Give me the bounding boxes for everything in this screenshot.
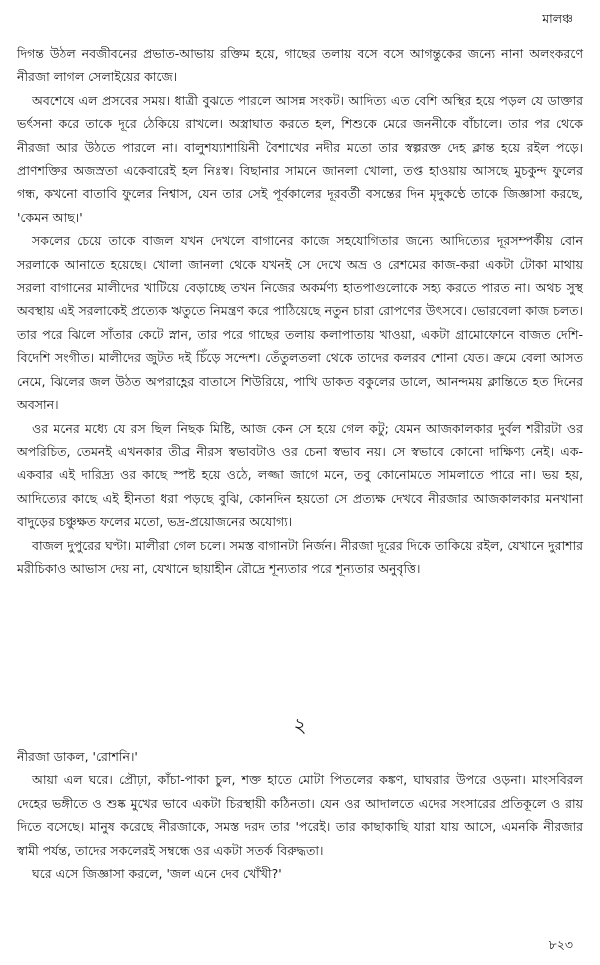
running-title: মালঞ্চ — [542, 11, 573, 26]
paragraph: ওর মনের মধ্যে যে রস ছিল নিছক মিষ্টি, আজ কেন সে হয়ে গেল কটু; যেমন আজকালকার দুর্বল শরীরটা ওর অপরিচিত, তেমনই এখনকার তীব্র নীরস স্বভাবটাও ওর চেনা স্বভাব নয়। সে স্বভাবে কোনো দাক্ষিণ্য নেই। এক-একবার এই দারিদ্র্য ওর কাছে স্পষ্ট হয়ে ওঠে, লজ্জা জাগে মনে, তবু কোনোমতে সামলাতে পারে না। ভয় হয়, আদিত্যের কাছে এই হীনতা ধরা পড়ছে বুঝি, কোনদিন হয়তো সে প্রত্যক্ষ দেখবে নীরজার আজকালকার মনখানা বাদুড়ের চঞ্চুক্ষত ফলের মতো, ভদ্র-প্রয়োজনের অযোগ্য। — [17, 420, 583, 530]
paragraph: নীরজা ডাকল, 'রোশনি।' — [17, 749, 138, 764]
paragraph: ঘরে এসে জিজ্ঞাসা করলে, 'জল এনে দেব খোঁখী?' — [32, 866, 282, 882]
chapter-number: ২ — [293, 713, 307, 737]
paragraph: আয়া এল ঘরে। প্রৌঢ়া, কাঁচা-পাকা চুল, শক্ত হাতে মোটা পিতলের কঙ্কণ, ঘাঘরার উপরে ওড়না। মাংসবিরল দেহের ভঙ্গীতে ও শুষ্ক মুখের ভাবে একটা চিরস্থায়ী কঠিনতা। যেন ওর আদালতে এদের সংসারের প্রতিকূলে ও রায় দিতে বসেছে। মানুষ করেছে নীরজাকে, সমস্ত দরদ তার 'পরেই। তার কাছাকাছি যারা যায় আসে, এমনকি নীরজার স্বামী পর্যন্ত, তাদের সকলেরই সম্বন্ধে ওর একটা সতর্ক বিরুদ্ধতা। — [17, 772, 583, 858]
page-number: ৮২৩ — [548, 937, 573, 952]
paragraph: দিগন্ত উঠল নবজীবনের প্রভাত-আভায় রক্তিম হয়ে, গাছের তলায় বসে বসে আগন্তুকের জন্যে নানা অলংকরণে নীরজা লাগল সেলাইয়ের কাজে। — [17, 46, 583, 85]
paragraph: সকলের চেয়ে তাকে বাজল যখন দেখলে বাগানের কাজে সহযোগিতার জন্যে আদিত্যের দূরসম্পর্কীয় বোন সরলাকে আনাতে হয়েছে। খোলা জানলা থেকে যখনই সে দেখে অভ্র ও রেশমের কাজ-করা একটা টোকা মাথায় সরলা বাগানের মালীদের খাটিয়ে বেড়াচ্ছে তখন নিজের অকর্মণ্য হাতপাগুলোকে সহ্য করতে পারত না। অথচ সুস্থ অবস্থায় এই সরলাকেই প্রত্যেক ঋতুতে নিমন্ত্রণ করে পাঠিয়েছে নতুন চারা রোপণের উৎসবে। ভোরবেলা কাজ চলত। তার পরে ঝিলে সাঁতার কেটে স্নান, তার পরে গাছের তলায় কলাপাতায় খাওয়া, একটা গ্রামোফোনে বাজত দেশি-বিদেশি সংগীত। মালীদের জুটত দই চিঁড়ে সন্দেশ। তেঁতুলতলা থেকে তাদের কলরব শোনা যেত। ক্রমে বেলা আসত নেমে, ঝিলের জল উঠত অপরাহ্ণের বাতাসে শিউরিয়ে, পাখি ডাকত বকুলের ডালে, আনন্দময় ক্লান্তিতে হত দিনের অবসান। — [17, 233, 583, 413]
paragraph: বাজল দুপুরের ঘণ্টা। মালীরা গেল চলে। সমস্ত বাগানটা নির্জন। নীরজা দূরের দিকে তাকিয়ে রইল, যেখানে দুরাশার মরীচিকাও আভাস দেয় না, যেখানে ছায়াহীন রৌদ্রে শূন্যতার পরে শূন্যতার অনুবৃত্তি। — [17, 537, 583, 576]
paragraph: অবশেষে এল প্রসবের সময়। ধাত্রী বুঝতে পারলে আসন্ন সংকট। আদিত্য এত বেশি অস্থির হয়ে পড়ল যে ডাক্তার ভর্ৎসনা করে তাকে দূরে ঠেকিয়ে রাখলে। অস্ত্রাঘাত করতে হল, শিশুকে মেরে জননীকে বাঁচালে। তার পর থেকে নীরজা আর উঠতে পারলে না। বালুশয্যাশায়িনী বৈশাখের নদীর মতো তার স্বল্পরক্ত দেহ ক্লান্ত হয়ে রইল পড়ে। প্রাণশক্তির অজস্রতা একেবারেই হল নিঃস্ব। বিছানার সামনে জানলা খোলা, তপ্ত হাওয়ায় আসছে মুচকুন্দ ফুলের গন্ধ, কখনো বাতাবি ফুলের নিশ্বাস, যেন তার সেই পূর্বকালের দূরবর্তী বসন্তের দিন মৃদুকণ্ঠে তাকে জিজ্ঞাসা করছে, 'কেমন আছ।' — [17, 92, 583, 225]
section-one-text — [17, 42, 583, 580]
section-two-text — [17, 745, 583, 885]
